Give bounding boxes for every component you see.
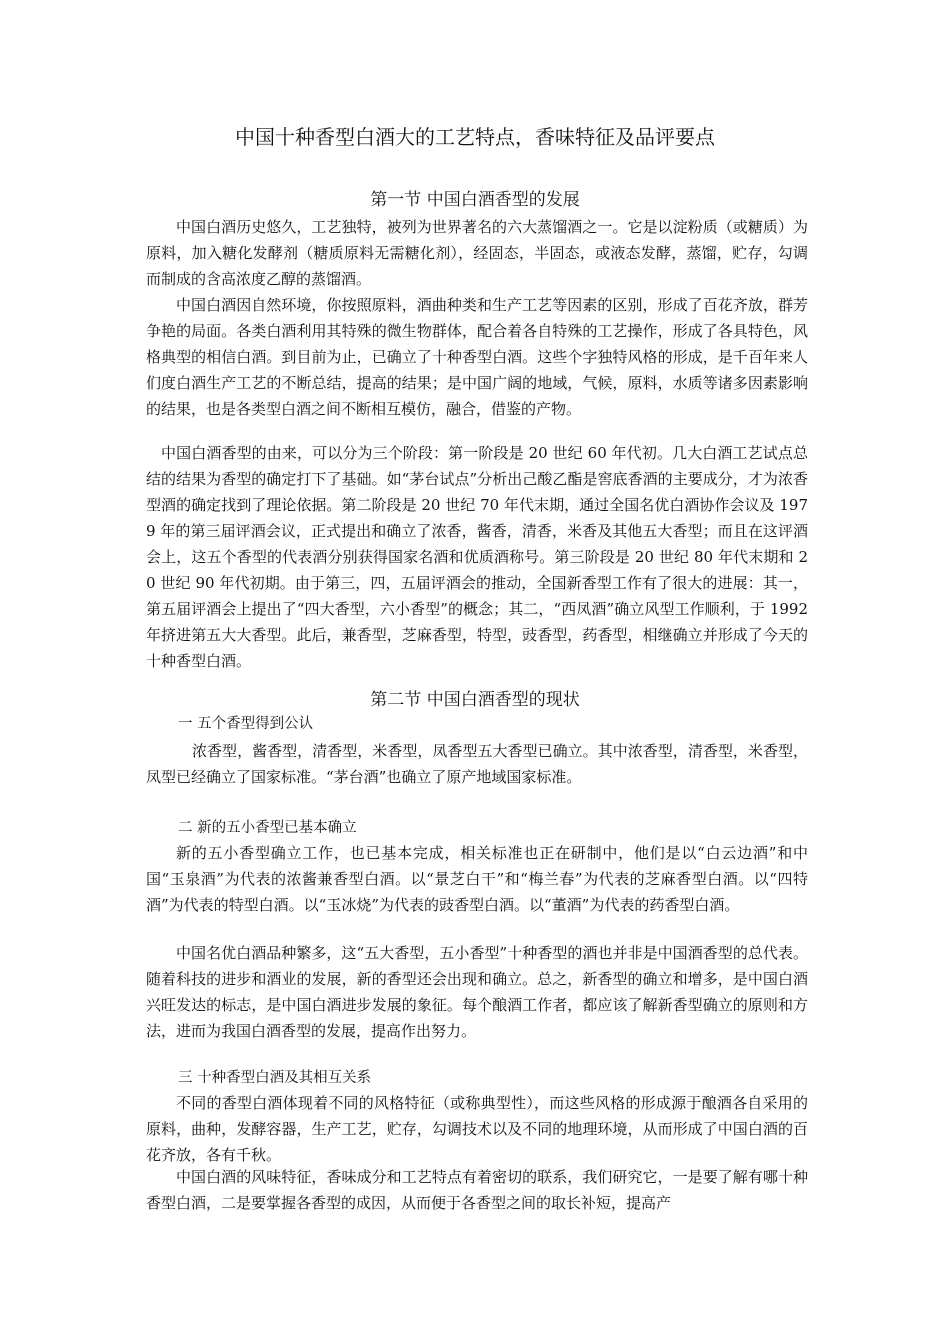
section1-paragraph-3: 中国白酒香型的由来，可以分为三个阶段：第一阶段是 20 世纪 60 年代初。几大白酒工艺试点总结的结果为香型的确定打下了基础。如“茅台试点”分析出己酸乙酯是窖底香酒的主要成分，才为浓香型酒的确定找到了理论依据。第二阶段是 20 世纪 70 年代末期，通过全国名优白酒协作会议及 1979 年的第三届评酒会议，正式提出和确立了浓香，酱香，清香，米香及其他五大香型；而且在这评酒会上，这五个香型的代表酒分别获得国家名酒和优质酒称号。第三阶段是 20 世纪 80 年代末期和 20 世纪 90 年代初期。由于第三，四，五届评酒会的推动，全国新香型工作有了很大的进展：其一，第五届评酒会上提出了“四大香型，六小香型”的概念；其二，“西凤酒”确立风型工作顺利，于 1992 年挤进第五大大香型。此后，兼香型，芝麻香型，特型，豉香型，药香型，相继确立并形成了今天的十种香型白酒。 bbox=[146, 444, 808, 670]
subsection2-paragraph-2: 中国名优白酒品种繁多，这“五大香型，五小香型”十种香型的酒也并非是中国酒香型的总代表。随着科技的进步和酒业的发展，新的香型还会出现和确立。总之，新香型的确立和增多，是中国白酒兴旺发达的标志，是中国白酒进步发展的象征。每个酿酒工作者，都应该了解新香型确立的原则和方法，进而为我国白酒香型的发展，提高作出努力。 bbox=[146, 944, 808, 1040]
subsection1-heading: 一 五个香型得到公认 bbox=[178, 716, 314, 732]
subsection3-paragraph-2: 中国白酒的风味特征，香味成分和工艺特点有着密切的联系，我们研究它，一是要了解有哪十种香型白酒，二是要掌握各香型的成因，从而便于各香型之间的取长补短，提高产 bbox=[146, 1168, 808, 1212]
section1-heading: 第一节 中国白酒香型的发展 bbox=[370, 190, 580, 210]
subsection3-paragraph-1: 不同的香型白酒体现着不同的风格特征（或称典型性），而这些风格的形成源于酿酒各自采用的原料，曲种，发酵容器，生产工艺，贮存，勾调技术以及不同的地理环境，从而形成了中国白酒的百花齐放，各有千秋。 bbox=[146, 1094, 808, 1164]
document-title: 中国十种香型白酒大的工艺特点，香味特征及品评要点 bbox=[235, 125, 715, 149]
subsection2-heading: 二 新的五小香型已基本确立 bbox=[178, 820, 357, 836]
section1-paragraph-1: 中国白酒历史悠久，工艺独特，被列为世界著名的六大蒸馏酒之一。它是以淀粉质（或糖质）为原料，加入糖化发酵剂（糖质原料无需糖化剂），经固态，半固态，或液态发酵，蒸馏，贮存，勾调而制成的含高浓度乙醇的蒸馏酒。 bbox=[146, 218, 808, 288]
subsection1-paragraph-1: 浓香型，酱香型，清香型，米香型，凤香型五大香型已确立。其中浓香型，清香型，米香型，凤型已经确立了国家标准。“茅台酒”也确立了原产地域国家标准。 bbox=[146, 742, 808, 786]
subsection3-heading: 三 十种香型白酒及其相互关系 bbox=[178, 1070, 372, 1086]
subsection2-paragraph-1: 新的五小香型确立工作，也已基本完成，相关标准也正在研制中，他们是以“白云边酒”和中国“玉泉酒”为代表的浓酱兼香型白酒。以“景芝白干”和“梅兰春”为代表的芝麻香型白酒。以“四特酒”为代表的特型白酒。以“玉冰烧”为代表的豉香型白酒。以“董酒”为代表的药香型白酒。 bbox=[146, 844, 808, 914]
section1-paragraph-2: 中国白酒因自然环境，你按照原料，酒曲种类和生产工艺等因素的区别，形成了百花齐放，群芳争艳的局面。各类白酒利用其特殊的微生物群体，配合着各自特殊的工艺操作，形成了各具特色，风格典型的相信白酒。到目前为止，已确立了十种香型白酒。这些个字独特风格的形成，是千百年来人们度白酒生产工艺的不断总结，提高的结果；是中国广阔的地域，气候，原料，水质等诸多因素影响的结果，也是各类型白酒之间不断相互模仿，融合，借鉴的产物。 bbox=[146, 296, 808, 418]
section2-heading: 第二节 中国白酒香型的现状 bbox=[370, 690, 580, 710]
